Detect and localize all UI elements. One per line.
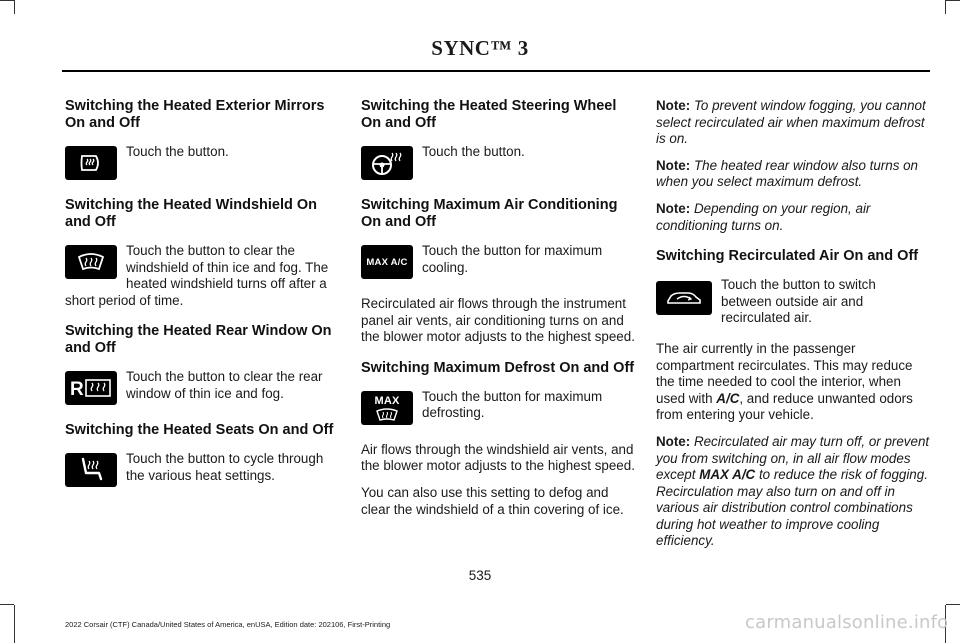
section-heading: Switching the Heated Seats On and Off [65, 422, 334, 439]
watermark: carmanualsonline.info [745, 612, 949, 633]
note-label: Note: [656, 200, 691, 216]
instruction-text: Touch the button for maximum defrosting. [422, 388, 603, 421]
note-text: To prevent window fogging, you cannot select recirculated air when maximum defrost is on. [656, 98, 926, 147]
body-paragraph: Air flows through the windshield air vents, and the blower motor adjusts to the highest speed. [361, 441, 635, 474]
section-heading: Switching Recirculated Air On and Off [656, 248, 919, 265]
section-heading: Switching the Heated Steering Wheel On and Off [361, 98, 617, 131]
icon-instruction [361, 144, 635, 183]
note [656, 434, 930, 550]
page-header-title: SYNC™ 3 [431, 36, 529, 60]
note [656, 98, 930, 148]
edition-footer: 2022 Corsair (CTF) Canada/United States of America, enUSA, Edition date: 202106, First-Printing [65, 620, 391, 629]
crop-mark [0, 0, 14, 1]
heated-seat-icon [65, 453, 117, 487]
icon-instruction [65, 144, 339, 183]
icon-instruction [65, 451, 339, 490]
icon-instruction [656, 277, 930, 327]
body-paragraph: Recirculated air flows through the instrument panel air vents, air conditioning turns on and the blower motor adjusts to the highest speed. [361, 296, 635, 345]
note [656, 201, 930, 234]
instruction-text: Touch the button to switch between outside air and recirculated air. [721, 277, 876, 326]
crop-mark [946, 604, 960, 605]
body-paragraph: The air currently in the passenger compartment recirculates. This may reduce the time needed to cool the interior, when used with A/C, and reduce unwanted odors from entering your vehicle. [656, 340, 913, 423]
icon-instruction [361, 389, 635, 428]
heated-mirror-icon [65, 146, 117, 180]
section-heading: Switching Maximum Defrost On and Off [361, 359, 635, 376]
note-text: The heated rear window also turns on when you select maximum defrost. [656, 157, 919, 190]
instruction-text: Touch the button to clear the windshield of thin ice and fog. The heated windshield turns off after a short period of time. [65, 243, 329, 308]
rear-window-letter-r: R [70, 379, 84, 401]
max-ac-inline-label: MAX A/C [699, 467, 756, 483]
note-text: to reduce the risk of fogging. Recirculation may also turn on and off in various air distribution control combinations during hot weather to improve cooling efficiency. [656, 467, 928, 549]
instruction-text: Touch the button to cycle through the various heat settings. [126, 451, 324, 483]
section-heading: Switching Maximum Air Conditioning On and Off [361, 197, 618, 230]
max-defrost-icon [361, 391, 413, 425]
column-1 [65, 98, 339, 504]
section-heading: Switching the Heated Windshield On and Off [65, 197, 318, 230]
page-number: 535 [468, 568, 492, 583]
body-paragraph: You can also use this setting to defog and clear the windshield of a thin covering of ice. [361, 484, 624, 517]
crop-mark [14, 605, 15, 643]
recirculated-air-icon [656, 281, 712, 315]
note-label: Note: [656, 157, 691, 173]
header-divider [62, 70, 930, 72]
instruction-text: Touch the button. [422, 144, 525, 159]
ac-inline-label: A/C [716, 390, 740, 406]
section-heading: Switching the Heated Exterior Mirrors On and Off [65, 98, 325, 131]
crop-mark [945, 0, 946, 14]
heated-steering-wheel-icon [361, 146, 413, 180]
note-text: Depending on your region, air conditioning turns on. [656, 200, 871, 233]
note-label: Note: [656, 98, 691, 113]
instruction-text: Touch the button to clear the rear window of thin ice and fog. [126, 369, 323, 401]
note-text: Recirculated air may turn off, or prevent you from switching on, in all air flow modes except [656, 433, 930, 483]
icon-instruction [361, 243, 635, 282]
max-defrost-icon-label: MAX [374, 394, 400, 407]
heated-windshield-icon [65, 245, 117, 279]
max-ac-icon-label: MAX A/C [366, 256, 408, 268]
crop-mark [0, 604, 14, 605]
crop-mark [14, 0, 15, 14]
heated-rear-window-icon [65, 371, 117, 405]
instruction-text: Touch the button for maximum cooling. [422, 243, 603, 275]
column-2 [361, 98, 635, 528]
note [656, 158, 930, 191]
icon-instruction [65, 243, 339, 309]
column-3 [656, 98, 930, 560]
note-label: Note: [656, 433, 691, 449]
icon-instruction [65, 369, 339, 408]
crop-mark [946, 0, 960, 1]
instruction-text: Touch the button. [126, 144, 229, 159]
section-heading: Switching the Heated Rear Window On and Off [65, 323, 332, 357]
max-ac-icon [361, 245, 413, 279]
